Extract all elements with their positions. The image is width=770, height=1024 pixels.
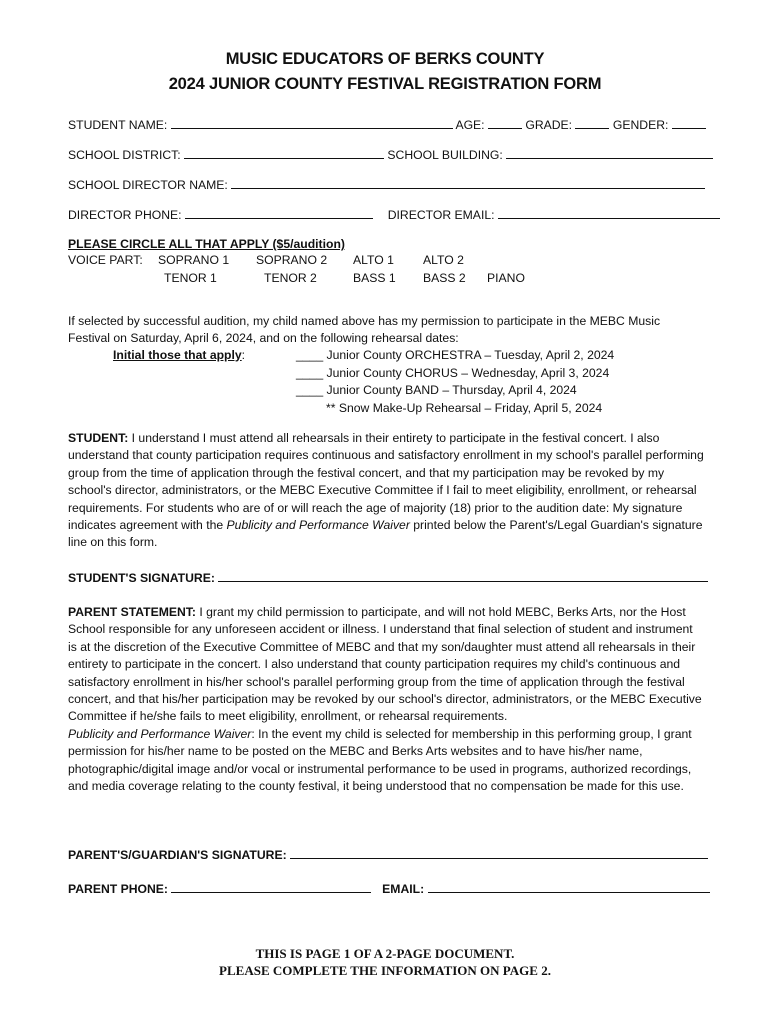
permission-statement: If selected by successful audition, my child named above has my permission to participate in the MEBC Music Festival on Saturday, April 6, 2024, and on the following rehearsal dates: [68,314,661,346]
student-statement [68,430,704,552]
snow-makeup-note: ** Snow Make-Up Rehearsal – Friday, April 5, 2024 [326,401,603,415]
parent-statement-text: I grant my child permission to participate, and will not hold MEBC, Berks Arts, nor the Host School responsible for any unforeseen accident or illness. I understand that final selection of student and instrument is at the discretion of the Executive Committee of MEBC and that my son/daughter must attend all rehearsals in their entirety to participate in the concert. I also understand that county participation requires my child's continuous and satisfactory enrollment in his/her school's parallel performing group from the time of application through the festival concert, and that his/her participation may be revoked by our school's director, administrators, or the MEBC Executive Committee if he/she fails to meet eligibility, enrollment, or rehearsal requirements. [68,605,702,724]
voice-option-bass-1[interactable]: BASS 1 [353,271,396,285]
rehearsal-label: Junior County ORCHESTRA – Tuesday, April 2, 2024 [326,348,615,362]
school-building-field[interactable] [506,147,713,159]
school-director-name-field[interactable] [231,177,705,189]
director-phone-label: DIRECTOR PHONE: [68,208,182,222]
form-title: 2024 JUNIOR COUNTY FESTIVAL REGISTRATION FORM [168,75,602,93]
student-statement-label: STUDENT: [68,431,129,445]
director-phone-field[interactable] [185,207,373,219]
student-signature-field[interactable] [218,570,708,582]
initial-colon: : [241,348,246,362]
director-name-row [68,177,705,192]
rehearsal-band [296,383,577,397]
voice-part-label: VOICE PART: [68,253,143,267]
grade-label: GRADE: [525,118,573,132]
rehearsal-initial-blank[interactable]: ____ [296,348,324,362]
rehearsal-label: Junior County BAND – Thursday, April 4, 2024 [326,383,577,397]
voice-part-heading: PLEASE CIRCLE ALL THAT APPLY ($5/audition) [68,237,345,251]
initial-instructions [113,348,245,362]
voice-option-alto-2[interactable]: ALTO 2 [423,253,464,267]
rehearsal-chorus [296,366,609,380]
parent-signature-label: PARENT'S/GUARDIAN'S SIGNATURE: [68,848,287,862]
rehearsal-label: Junior County CHORUS – Wednesday, April 3, 2024 [326,366,610,380]
school-building-label: SCHOOL BUILDING: [387,148,503,162]
page-notice-line2: PLEASE COMPLETE THE INFORMATION ON PAGE 2. [219,963,551,978]
initial-label: Initial those that apply [113,348,242,362]
director-email-field[interactable] [498,207,720,219]
student-signature-row [68,570,708,585]
publicity-waiver-label: Publicity and Performance Waiver [68,726,252,741]
student-waiver-reference: Publicity and Performance Waiver [226,518,410,533]
page-notice-line1: THIS IS PAGE 1 OF A 2-PAGE DOCUMENT. [255,946,515,961]
voice-option-piano[interactable]: PIANO [487,271,525,285]
rehearsal-orchestra [296,348,614,362]
school-district-field[interactable] [184,147,384,159]
student-signature-label: STUDENT'S SIGNATURE: [68,571,215,585]
student-info-row [68,117,706,132]
gender-label: GENDER: [612,118,669,132]
parent-contact-row [68,881,710,896]
gender-field[interactable] [672,117,706,129]
parent-signature-field[interactable] [290,847,708,859]
rehearsal-initial-blank[interactable]: ____ [296,383,324,397]
voice-option-bass-2[interactable]: BASS 2 [423,271,466,285]
director-email-label: DIRECTOR EMAIL: [387,208,495,222]
student-statement-text: I understand I must attend all rehearsals in their entirety to participate in the festival concert. I also understand that county participation requires continuous and satisfactory enrollment in my school's parallel performing group from the time of application through the festival concert, and that my participation may be revoked by my school's director, administrators, or the MEBC Executive Committee if I fail to meet eligibility, enrollment, or rehearsal requirements. For students who are of or will reach the age of majority (18) prior to the audition date: My signature indicates agreement with the [68,431,704,533]
parent-statement-label: PARENT STATEMENT: [68,605,196,619]
director-contact-row [68,207,720,222]
parent-statement [68,604,704,795]
parent-phone-label: PARENT PHONE: [68,882,168,896]
parent-email-label: EMAIL: [382,882,425,896]
voice-option-alto-1[interactable]: ALTO 1 [353,253,394,267]
parent-phone-field[interactable] [171,881,371,893]
age-label: AGE: [455,118,485,132]
org-title: MUSIC EDUCATORS OF BERKS COUNTY [225,50,545,68]
voice-option-soprano-2[interactable]: SOPRANO 2 [256,253,328,267]
student-name-field[interactable] [171,117,453,129]
school-director-name-label: SCHOOL DIRECTOR NAME: [68,178,228,192]
voice-option-tenor-1[interactable]: TENOR 1 [164,271,217,285]
student-statement-text-end: printed below the Parent's/Legal Guardian's signature line on this form. [68,518,703,550]
grade-field[interactable] [575,117,609,129]
student-name-label: STUDENT NAME: [68,118,168,132]
school-info-row [68,147,713,162]
parent-signature-row [68,847,708,862]
age-field[interactable] [488,117,522,129]
voice-option-soprano-1[interactable]: SOPRANO 1 [158,253,230,267]
rehearsal-initial-blank[interactable]: ____ [296,366,324,380]
parent-email-field[interactable] [428,881,710,893]
voice-option-tenor-2[interactable]: TENOR 2 [264,271,317,285]
school-district-label: SCHOOL DISTRICT: [68,148,181,162]
publicity-waiver-text: : In the event my child is selected for membership in this performing group, I grant permission for his/her name to be posted on the MEBC and Berks Arts websites and to have his/her name, photographic/digital image and/or vocal or instrumental performance to be used in programs, authorized recordings, and media coverage relating to the county festival, it being understood that no compensation be made for this use. [68,726,692,794]
